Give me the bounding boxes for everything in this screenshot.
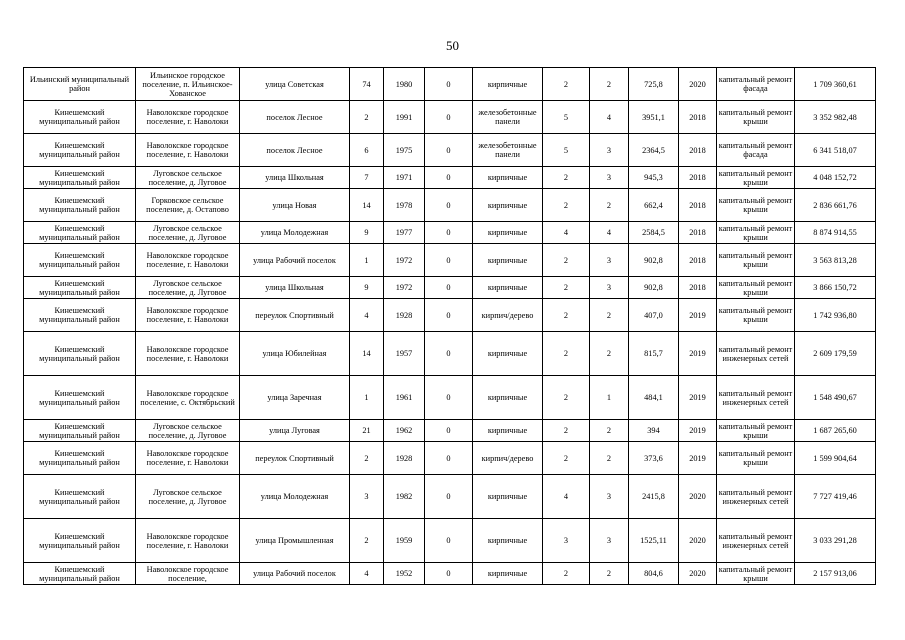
value-cell: 0 xyxy=(425,134,473,167)
floors-cell: 5 xyxy=(543,101,590,134)
floors-cell: 2 xyxy=(543,167,590,189)
repair-year-cell: 2019 xyxy=(679,299,717,332)
build-year-cell: 1961 xyxy=(384,376,425,420)
house-number-cell: 7 xyxy=(350,167,384,189)
house-number-cell: 6 xyxy=(350,134,384,167)
entrances-cell: 4 xyxy=(590,101,629,134)
work-type-cell: капитальный ремонт крыши xyxy=(717,420,795,442)
value-cell: 0 xyxy=(425,420,473,442)
table-row xyxy=(24,519,876,563)
entrances-cell: 2 xyxy=(590,68,629,101)
settlement-cell: Наволокское городское поселение, г. Наволоки xyxy=(136,519,240,563)
street-cell: поселок Лесное xyxy=(240,134,350,167)
wall-material-cell: железобетонные панели xyxy=(473,101,543,134)
build-year-cell: 1962 xyxy=(384,420,425,442)
table-row xyxy=(24,68,876,101)
entrances-cell: 2 xyxy=(590,442,629,475)
street-cell: улица Заречная xyxy=(240,376,350,420)
house-number-cell: 3 xyxy=(350,475,384,519)
work-type-cell: капитальный ремонт крыши xyxy=(717,442,795,475)
wall-material-cell: кирпичные xyxy=(473,519,543,563)
street-cell: улица Школьная xyxy=(240,277,350,299)
municipality-cell: Кинешемский муниципальный район xyxy=(24,563,136,585)
cost-cell: 2 157 913,06 xyxy=(795,563,876,585)
work-type-cell: капитальный ремонт крыши xyxy=(717,299,795,332)
floors-cell: 2 xyxy=(543,244,590,277)
wall-material-cell: кирпичные xyxy=(473,167,543,189)
build-year-cell: 1980 xyxy=(384,68,425,101)
repair-year-cell: 2020 xyxy=(679,68,717,101)
repair-year-cell: 2019 xyxy=(679,420,717,442)
value-cell: 0 xyxy=(425,222,473,244)
house-number-cell: 14 xyxy=(350,189,384,222)
work-type-cell: капитальный ремонт крыши xyxy=(717,167,795,189)
value-cell: 0 xyxy=(425,563,473,585)
area-cell: 2364,5 xyxy=(629,134,679,167)
house-number-cell: 21 xyxy=(350,420,384,442)
table-row xyxy=(24,189,876,222)
work-type-cell: капитальный ремонт крыши xyxy=(717,244,795,277)
area-cell: 902,8 xyxy=(629,277,679,299)
table-row xyxy=(24,299,876,332)
entrances-cell: 3 xyxy=(590,134,629,167)
repair-year-cell: 2018 xyxy=(679,244,717,277)
municipality-cell: Кинешемский муниципальный район xyxy=(24,277,136,299)
municipality-cell: Кинешемский муниципальный район xyxy=(24,244,136,277)
work-type-cell: капитальный ремонт инженерных сетей xyxy=(717,376,795,420)
build-year-cell: 1972 xyxy=(384,277,425,299)
table-row xyxy=(24,376,876,420)
page-number: 50 xyxy=(446,38,459,53)
repair-year-cell: 2018 xyxy=(679,101,717,134)
build-year-cell: 1971 xyxy=(384,167,425,189)
work-type-cell: капитальный ремонт фасада xyxy=(717,68,795,101)
cost-cell: 3 563 813,28 xyxy=(795,244,876,277)
wall-material-cell: кирпичные xyxy=(473,244,543,277)
work-type-cell: капитальный ремонт фасада xyxy=(717,134,795,167)
settlement-cell: Наволокское городское поселение, г. Наволоки xyxy=(136,134,240,167)
wall-material-cell: кирпичные xyxy=(473,475,543,519)
table-row xyxy=(24,277,876,299)
area-cell: 373,6 xyxy=(629,442,679,475)
cost-cell: 7 727 419,46 xyxy=(795,475,876,519)
entrances-cell: 2 xyxy=(590,299,629,332)
street-cell: улица Юбилейная xyxy=(240,332,350,376)
floors-cell: 2 xyxy=(543,376,590,420)
floors-cell: 3 xyxy=(543,519,590,563)
value-cell: 0 xyxy=(425,376,473,420)
street-cell: улица Рабочий поселок xyxy=(240,563,350,585)
table-row xyxy=(24,563,876,585)
area-cell: 407,0 xyxy=(629,299,679,332)
wall-material-cell: кирпичные xyxy=(473,563,543,585)
repair-year-cell: 2018 xyxy=(679,167,717,189)
entrances-cell: 4 xyxy=(590,222,629,244)
street-cell: переулок Спортивный xyxy=(240,299,350,332)
floors-cell: 2 xyxy=(543,420,590,442)
work-type-cell: капитальный ремонт инженерных сетей xyxy=(717,475,795,519)
table-row xyxy=(24,332,876,376)
municipality-cell: Кинешемский муниципальный район xyxy=(24,222,136,244)
repair-year-cell: 2020 xyxy=(679,519,717,563)
cost-cell: 3 033 291,28 xyxy=(795,519,876,563)
wall-material-cell: кирпичные xyxy=(473,222,543,244)
settlement-cell: Горковское сельское поселение, д. Остапово xyxy=(136,189,240,222)
floors-cell: 2 xyxy=(543,189,590,222)
entrances-cell: 2 xyxy=(590,332,629,376)
settlement-cell: Наволокское городское поселение, г. Наволоки xyxy=(136,244,240,277)
street-cell: переулок Спортивный xyxy=(240,442,350,475)
floors-cell: 4 xyxy=(543,222,590,244)
build-year-cell: 1959 xyxy=(384,519,425,563)
street-cell: улица Школьная xyxy=(240,167,350,189)
settlement-cell: Наволокское городское поселение, с. Октябрьский xyxy=(136,376,240,420)
area-cell: 902,8 xyxy=(629,244,679,277)
wall-material-cell: кирпичные xyxy=(473,189,543,222)
wall-material-cell: кирпич/дерево xyxy=(473,442,543,475)
wall-material-cell: кирпичные xyxy=(473,68,543,101)
area-cell: 1525,11 xyxy=(629,519,679,563)
wall-material-cell: кирпичные xyxy=(473,420,543,442)
floors-cell: 2 xyxy=(543,332,590,376)
build-year-cell: 1991 xyxy=(384,101,425,134)
work-type-cell: капитальный ремонт крыши xyxy=(717,101,795,134)
table-row xyxy=(24,442,876,475)
repair-year-cell: 2019 xyxy=(679,332,717,376)
value-cell: 0 xyxy=(425,68,473,101)
wall-material-cell: кирпичные xyxy=(473,332,543,376)
area-cell: 815,7 xyxy=(629,332,679,376)
area-cell: 484,1 xyxy=(629,376,679,420)
cost-cell: 1 548 490,67 xyxy=(795,376,876,420)
settlement-cell: Ильинское городское поселение, п. Ильинское-Хованское xyxy=(136,68,240,101)
entrances-cell: 3 xyxy=(590,519,629,563)
municipality-cell: Кинешемский муниципальный район xyxy=(24,376,136,420)
build-year-cell: 1982 xyxy=(384,475,425,519)
area-cell: 3951,1 xyxy=(629,101,679,134)
municipality-cell: Ильинский муниципальный район xyxy=(24,68,136,101)
wall-material-cell: железобетонные панели xyxy=(473,134,543,167)
entrances-cell: 3 xyxy=(590,167,629,189)
table-row xyxy=(24,167,876,189)
house-number-cell: 1 xyxy=(350,244,384,277)
value-cell: 0 xyxy=(425,332,473,376)
entrances-cell: 2 xyxy=(590,189,629,222)
table-row xyxy=(24,244,876,277)
build-year-cell: 1978 xyxy=(384,189,425,222)
cost-cell: 2 836 661,76 xyxy=(795,189,876,222)
repair-year-cell: 2019 xyxy=(679,442,717,475)
value-cell: 0 xyxy=(425,299,473,332)
value-cell: 0 xyxy=(425,167,473,189)
repair-year-cell: 2020 xyxy=(679,563,717,585)
house-number-cell: 2 xyxy=(350,101,384,134)
house-number-cell: 74 xyxy=(350,68,384,101)
build-year-cell: 1957 xyxy=(384,332,425,376)
entrances-cell: 3 xyxy=(590,475,629,519)
house-number-cell: 9 xyxy=(350,277,384,299)
table-row xyxy=(24,222,876,244)
work-type-cell: капитальный ремонт крыши xyxy=(717,277,795,299)
settlement-cell: Наволокское городское поселение, г. Наволоки xyxy=(136,299,240,332)
table-row xyxy=(24,134,876,167)
municipality-cell: Кинешемский муниципальный район xyxy=(24,475,136,519)
floors-cell: 2 xyxy=(543,563,590,585)
value-cell: 0 xyxy=(425,519,473,563)
repair-year-cell: 2019 xyxy=(679,376,717,420)
floors-cell: 2 xyxy=(543,68,590,101)
municipality-cell: Кинешемский муниципальный район xyxy=(24,101,136,134)
municipality-cell: Кинешемский муниципальный район xyxy=(24,189,136,222)
value-cell: 0 xyxy=(425,277,473,299)
entrances-cell: 1 xyxy=(590,376,629,420)
settlement-cell: Луговское сельское поселение, д. Луговое xyxy=(136,420,240,442)
repair-year-cell: 2020 xyxy=(679,475,717,519)
cost-cell: 2 609 179,59 xyxy=(795,332,876,376)
area-cell: 394 xyxy=(629,420,679,442)
cost-cell: 1 709 360,61 xyxy=(795,68,876,101)
work-type-cell: капитальный ремонт крыши xyxy=(717,222,795,244)
municipality-cell: Кинешемский муниципальный район xyxy=(24,420,136,442)
street-cell: улица Новая xyxy=(240,189,350,222)
municipality-cell: Кинешемский муниципальный район xyxy=(24,442,136,475)
floors-cell: 2 xyxy=(543,299,590,332)
value-cell: 0 xyxy=(425,442,473,475)
street-cell: улица Промышленная xyxy=(240,519,350,563)
settlement-cell: Луговское сельское поселение, д. Луговое xyxy=(136,277,240,299)
street-cell: улица Луговая xyxy=(240,420,350,442)
street-cell: улица Советская xyxy=(240,68,350,101)
repair-year-cell: 2018 xyxy=(679,134,717,167)
repair-year-cell: 2018 xyxy=(679,277,717,299)
house-number-cell: 9 xyxy=(350,222,384,244)
value-cell: 0 xyxy=(425,189,473,222)
floors-cell: 2 xyxy=(543,442,590,475)
build-year-cell: 1977 xyxy=(384,222,425,244)
floors-cell: 4 xyxy=(543,475,590,519)
table-row xyxy=(24,475,876,519)
settlement-cell: Наволокское городское поселение, xyxy=(136,563,240,585)
work-type-cell: капитальный ремонт крыши xyxy=(717,189,795,222)
repair-year-cell: 2018 xyxy=(679,222,717,244)
work-type-cell: капитальный ремонт инженерных сетей xyxy=(717,519,795,563)
house-number-cell: 1 xyxy=(350,376,384,420)
repair-year-cell: 2018 xyxy=(679,189,717,222)
cost-cell: 4 048 152,72 xyxy=(795,167,876,189)
build-year-cell: 1952 xyxy=(384,563,425,585)
settlement-cell: Луговское сельское поселение, д. Луговое xyxy=(136,222,240,244)
street-cell: улица Рабочий поселок xyxy=(240,244,350,277)
house-number-cell: 2 xyxy=(350,442,384,475)
area-cell: 725,8 xyxy=(629,68,679,101)
street-cell: улица Молодежная xyxy=(240,475,350,519)
cost-cell: 1 687 265,60 xyxy=(795,420,876,442)
table-row xyxy=(24,420,876,442)
house-number-cell: 14 xyxy=(350,332,384,376)
street-cell: поселок Лесное xyxy=(240,101,350,134)
area-cell: 2584,5 xyxy=(629,222,679,244)
build-year-cell: 1972 xyxy=(384,244,425,277)
housing-repair-table xyxy=(23,67,876,585)
settlement-cell: Луговское сельское поселение, д. Луговое xyxy=(136,167,240,189)
street-cell: улица Молодежная xyxy=(240,222,350,244)
entrances-cell: 2 xyxy=(590,420,629,442)
municipality-cell: Кинешемский муниципальный район xyxy=(24,332,136,376)
area-cell: 945,3 xyxy=(629,167,679,189)
work-type-cell: капитальный ремонт инженерных сетей xyxy=(717,332,795,376)
floors-cell: 2 xyxy=(543,277,590,299)
cost-cell: 6 341 518,07 xyxy=(795,134,876,167)
entrances-cell: 3 xyxy=(590,277,629,299)
area-cell: 662,4 xyxy=(629,189,679,222)
build-year-cell: 1975 xyxy=(384,134,425,167)
entrances-cell: 3 xyxy=(590,244,629,277)
value-cell: 0 xyxy=(425,101,473,134)
wall-material-cell: кирпич/дерево xyxy=(473,299,543,332)
settlement-cell: Луговское сельское поселение, д. Луговое xyxy=(136,475,240,519)
cost-cell: 1 599 904,64 xyxy=(795,442,876,475)
build-year-cell: 1928 xyxy=(384,442,425,475)
wall-material-cell: кирпичные xyxy=(473,277,543,299)
value-cell: 0 xyxy=(425,244,473,277)
value-cell: 0 xyxy=(425,475,473,519)
municipality-cell: Кинешемский муниципальный район xyxy=(24,519,136,563)
area-cell: 2415,8 xyxy=(629,475,679,519)
settlement-cell: Наволокское городское поселение, г. Наволоки xyxy=(136,442,240,475)
settlement-cell: Наволокское городское поселение, г. Наволоки xyxy=(136,101,240,134)
municipality-cell: Кинешемский муниципальный район xyxy=(24,299,136,332)
house-number-cell: 4 xyxy=(350,563,384,585)
cost-cell: 3 352 982,48 xyxy=(795,101,876,134)
floors-cell: 5 xyxy=(543,134,590,167)
house-number-cell: 4 xyxy=(350,299,384,332)
house-number-cell: 2 xyxy=(350,519,384,563)
table-row xyxy=(24,101,876,134)
entrances-cell: 2 xyxy=(590,563,629,585)
municipality-cell: Кинешемский муниципальный район xyxy=(24,134,136,167)
cost-cell: 1 742 936,80 xyxy=(795,299,876,332)
cost-cell: 3 866 150,72 xyxy=(795,277,876,299)
cost-cell: 8 874 914,55 xyxy=(795,222,876,244)
work-type-cell: капитальный ремонт крыши xyxy=(717,563,795,585)
area-cell: 804,6 xyxy=(629,563,679,585)
wall-material-cell: кирпичные xyxy=(473,376,543,420)
municipality-cell: Кинешемский муниципальный район xyxy=(24,167,136,189)
build-year-cell: 1928 xyxy=(384,299,425,332)
settlement-cell: Наволокское городское поселение, г. Наволоки xyxy=(136,332,240,376)
